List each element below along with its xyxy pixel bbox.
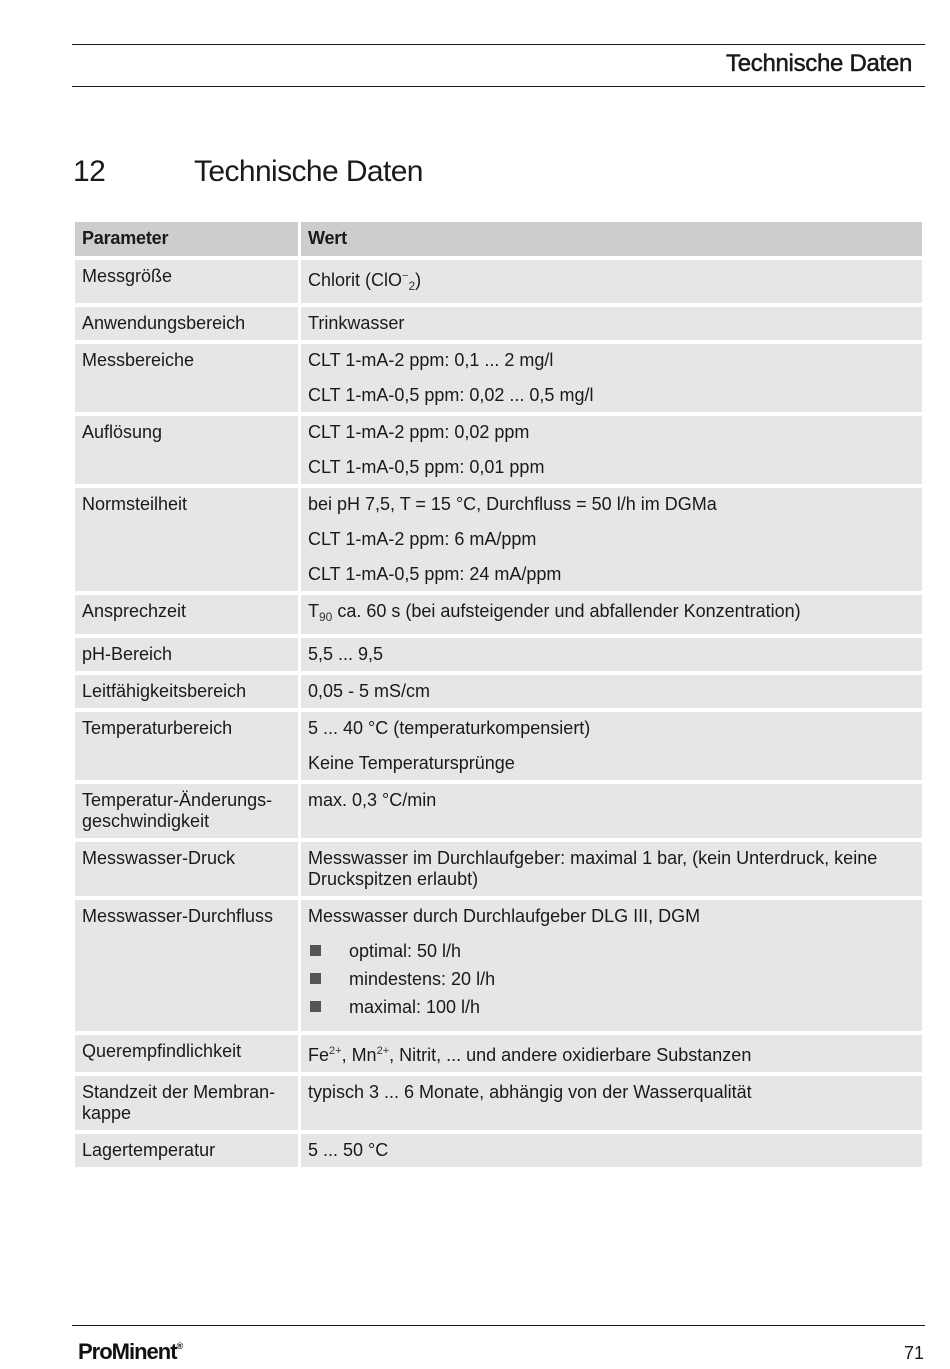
value-text: ) bbox=[415, 270, 422, 290]
superscript: 2+ bbox=[329, 1045, 342, 1057]
technical-data-table bbox=[72, 218, 925, 1171]
param-cell: pH-Bereich bbox=[75, 638, 298, 671]
list-item-text: mindestens: 20 l/h bbox=[349, 969, 496, 989]
value-line: Keine Temperatursprünge bbox=[308, 753, 515, 773]
value-line: CLT 1-mA-0,5 ppm: 0,01 ppm bbox=[308, 457, 545, 477]
value-line: Messwasser durch Durchlaufgeber DLG III, DGM bbox=[308, 906, 701, 926]
param-cell: Temperaturbereich bbox=[75, 712, 298, 780]
table-row bbox=[75, 344, 922, 412]
table-row bbox=[75, 638, 922, 671]
column-header-value: Wert bbox=[301, 222, 922, 256]
list-item bbox=[308, 941, 914, 969]
table-row bbox=[75, 784, 922, 838]
table-row bbox=[75, 416, 922, 484]
superscript: 2+ bbox=[376, 1045, 390, 1057]
value-cell: 0,05 - 5 mS/cm bbox=[301, 675, 922, 708]
value-text: Fe bbox=[308, 1045, 330, 1065]
param-cell: Leitfähigkeitsbereich bbox=[75, 675, 298, 708]
bullet-list bbox=[308, 941, 914, 1025]
value-cell bbox=[301, 344, 922, 412]
value-cell bbox=[301, 260, 922, 303]
param-cell: Messwasser-Druck bbox=[75, 842, 298, 896]
value-line: CLT 1-mA-0,5 ppm: 24 mA/ppm bbox=[308, 564, 562, 584]
table-row bbox=[75, 842, 922, 896]
square-bullet-icon bbox=[310, 973, 321, 984]
table-row bbox=[75, 488, 922, 591]
param-cell: Messgröße bbox=[75, 260, 298, 303]
value-text: T bbox=[308, 601, 319, 621]
value-line: bei pH 7,5, T = 15 °C, Durchfluss = 50 l/h im DGMa bbox=[308, 494, 717, 514]
value-text: Chlorit (ClO bbox=[308, 270, 403, 290]
param-cell: Querempfindlichkeit bbox=[75, 1035, 298, 1072]
list-item-text: optimal: 50 l/h bbox=[349, 941, 462, 961]
square-bullet-icon bbox=[310, 1001, 321, 1012]
value-cell bbox=[301, 1035, 922, 1072]
value-cell bbox=[301, 712, 922, 780]
table-row bbox=[75, 260, 922, 303]
table-row bbox=[75, 595, 922, 634]
table-row bbox=[75, 1035, 922, 1072]
square-bullet-icon bbox=[310, 945, 321, 956]
value-cell: typisch 3 ... 6 Monate, abhängig von der Wasserqualität bbox=[301, 1076, 922, 1130]
value-line: 5 ... 40 °C (temperaturkompensiert) bbox=[308, 718, 591, 738]
table-row bbox=[75, 307, 922, 340]
value-cell bbox=[301, 900, 922, 1031]
chapter-number: 12 bbox=[73, 155, 106, 188]
param-cell: Messwasser-Durchfluss bbox=[75, 900, 298, 1031]
param-cell: Standzeit der Membran-kappe bbox=[75, 1076, 298, 1130]
value-cell: Trinkwasser bbox=[301, 307, 922, 340]
header-rule-top bbox=[72, 44, 925, 45]
column-header-parameter: Parameter bbox=[75, 222, 298, 256]
table-row bbox=[75, 1134, 922, 1167]
list-item bbox=[308, 969, 914, 997]
value-text: , Mn bbox=[341, 1045, 377, 1065]
table-row bbox=[75, 900, 922, 1031]
value-cell bbox=[301, 488, 922, 591]
value-line: CLT 1-mA-2 ppm: 6 mA/ppm bbox=[308, 529, 537, 549]
param-cell: Normsteilheit bbox=[75, 488, 298, 591]
prominent-logo bbox=[78, 1339, 183, 1365]
value-line: CLT 1-mA-0,5 ppm: 0,02 ... 0,5 mg/l bbox=[308, 385, 594, 405]
subscript: 90 bbox=[319, 610, 333, 624]
subscript: 2 bbox=[408, 279, 416, 293]
table-row bbox=[75, 712, 922, 780]
value-cell bbox=[301, 416, 922, 484]
value-line: CLT 1-mA-2 ppm: 0,1 ... 2 mg/l bbox=[308, 350, 554, 370]
value-cell: 5 ... 50 °C bbox=[301, 1134, 922, 1167]
chapter-title: Technische Daten bbox=[194, 155, 423, 188]
running-header-title: Technische Daten bbox=[726, 50, 912, 77]
list-item bbox=[308, 997, 914, 1025]
param-cell: Temperatur-Änderungs-geschwindigkeit bbox=[75, 784, 298, 838]
page-number: 71 bbox=[903, 1343, 924, 1363]
list-item-text: maximal: 100 l/h bbox=[349, 997, 481, 1017]
param-cell: Lagertemperatur bbox=[75, 1134, 298, 1167]
table-row bbox=[75, 675, 922, 708]
table-header-row bbox=[75, 222, 922, 256]
value-cell bbox=[301, 595, 922, 634]
param-cell: Messbereiche bbox=[75, 344, 298, 412]
value-cell: 5,5 ... 9,5 bbox=[301, 638, 922, 671]
param-cell: Ansprechzeit bbox=[75, 595, 298, 634]
logo-text: ProMinent bbox=[78, 1339, 177, 1364]
value-line: CLT 1-mA-2 ppm: 0,02 ppm bbox=[308, 422, 530, 442]
value-text: ca. 60 s (bei aufsteigender und abfallender Konzentration) bbox=[332, 601, 801, 621]
param-cell: Anwendungsbereich bbox=[75, 307, 298, 340]
header-rule-bottom bbox=[72, 86, 925, 87]
value-cell: Messwasser im Durchlaufgeber: maximal 1 bar, (kein Unterdruck, keine Druckspitzen erlaubt) bbox=[301, 842, 922, 896]
value-cell: max. 0,3 °C/min bbox=[301, 784, 922, 838]
param-cell: Auflösung bbox=[75, 416, 298, 484]
table-row bbox=[75, 1076, 922, 1130]
footer-rule bbox=[72, 1325, 925, 1326]
superscript: − bbox=[402, 270, 409, 282]
value-text: , Nitrit, ... und andere oxidierbare Substanzen bbox=[389, 1045, 752, 1065]
registered-mark: ® bbox=[176, 1341, 184, 1351]
